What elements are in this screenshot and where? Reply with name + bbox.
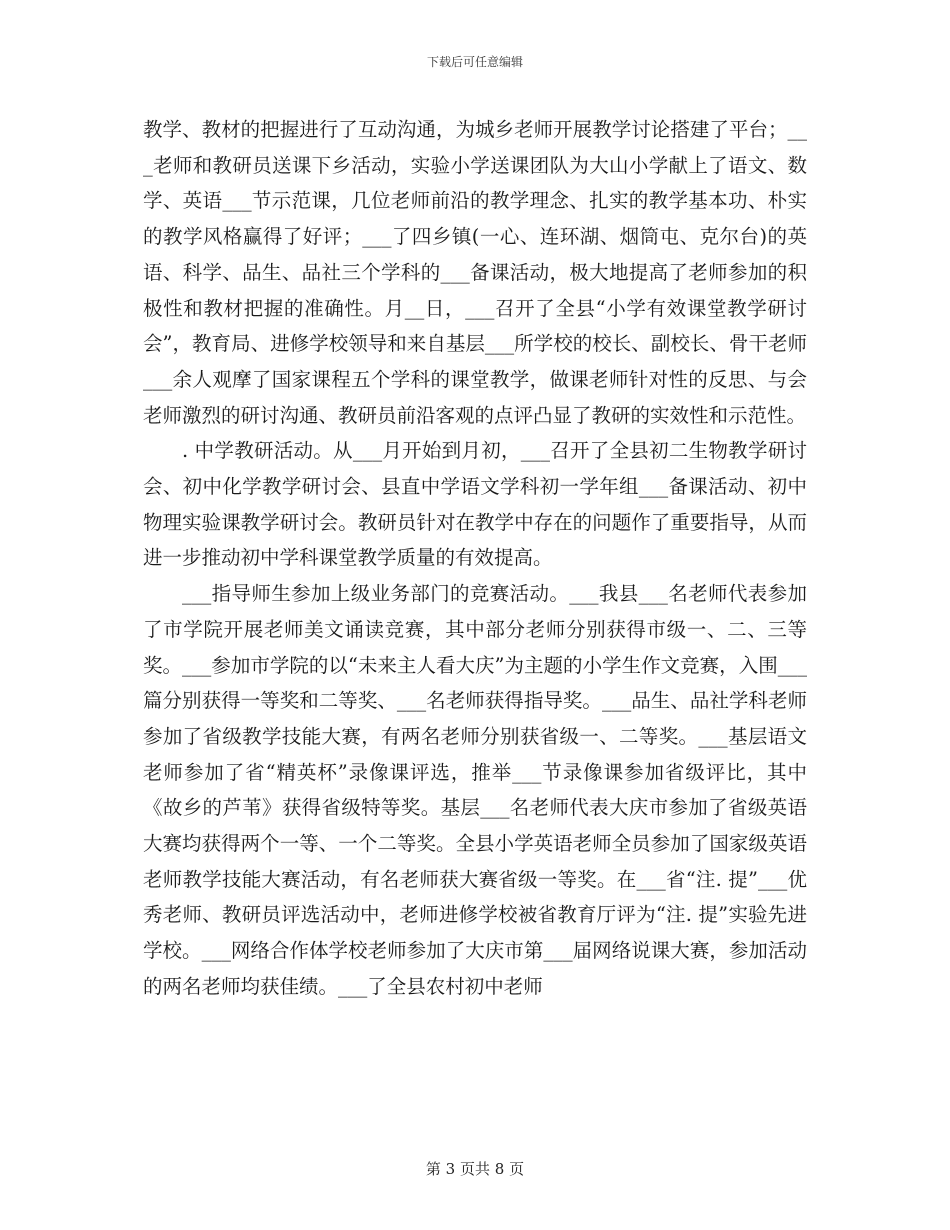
- document-body: [143, 112, 807, 1005]
- paragraph-1: 教学、教材的把握进行了互动沟通，为城乡老师开展教学讨论搭建了平台；___老师和教研员送课下乡活动，实验小学送课团队为大山小学献上了语文、数学、英语___节示范课，几位老师前沿的教学理念、扎实的教学基本功、朴实的教学风格赢得了好评；___了四乡镇(一心、连环湖、烟筒屯、克尔台)的英语、科学、品生、品社三个学科的___备课活动，极大地提高了老师参加的积极性和教材把握的准确性。月__日，___召开了全县“小学有效课堂教学研讨会”，教育局、进修学校领导和来自基层___所学校的校长、副校长、骨干老师___余人观摩了国家课程五个学科的课堂教学，做课老师针对性的反思、与会老师激烈的研讨沟通、教研员前沿客观的点评凸显了教研的实效性和示范性。: [143, 118, 807, 427]
- paragraph-2: . 中学教研活动。从___月开始到月初，___召开了全县初二生物教学研讨会、初中化学教学研讨会、县直中学语文学科初一学年组___备课活动、初中物理实验课教学研讨会。教研员针对在教学中存在的问题作了重要指导，从而进一步推动初中学科课堂教学质量的有效提高。: [143, 439, 807, 570]
- page-header: 下载后可任意编辑: [426, 55, 523, 69]
- paragraph-3: ___指导师生参加上级业务部门的竞赛活动。___我县___名老师代表参加了市学院开展老师美文诵读竞赛，其中部分老师分别获得市级一、二、三等奖。___参加市学院的以“未来主人看大庆”为主题的小学生作文竞赛，入围___篇分别获得一等奖和二等奖、___名老师获得指导奖。___品生、品社学科老师参加了省级教学技能大赛，有两名老师分别获省级一、二等奖。___基层语文老师参加了省“精英杯”录像课评选，推举___节录像课参加省级评比，其中《故乡的芦苇》获得省级特等奖。基层___名老师代表大庆市参加了省级英语大赛均获得两个一等、一个二等奖。全县小学英语老师全员参加了国家级英语老师教学技能大赛活动，有名老师获大赛省级一等奖。在___省“注. 提”___优秀老师、教研员评选活动中，老师进修学校被省教育厅评为“注. 提”实验先进学校。___网络合作体学校老师参加了大庆市第___届网络说课大赛，参加活动的两名老师均获佳绩。___了全县农村初中老师: [143, 582, 807, 998]
- page-footer: 第 3 页共 8 页: [425, 1160, 525, 1178]
